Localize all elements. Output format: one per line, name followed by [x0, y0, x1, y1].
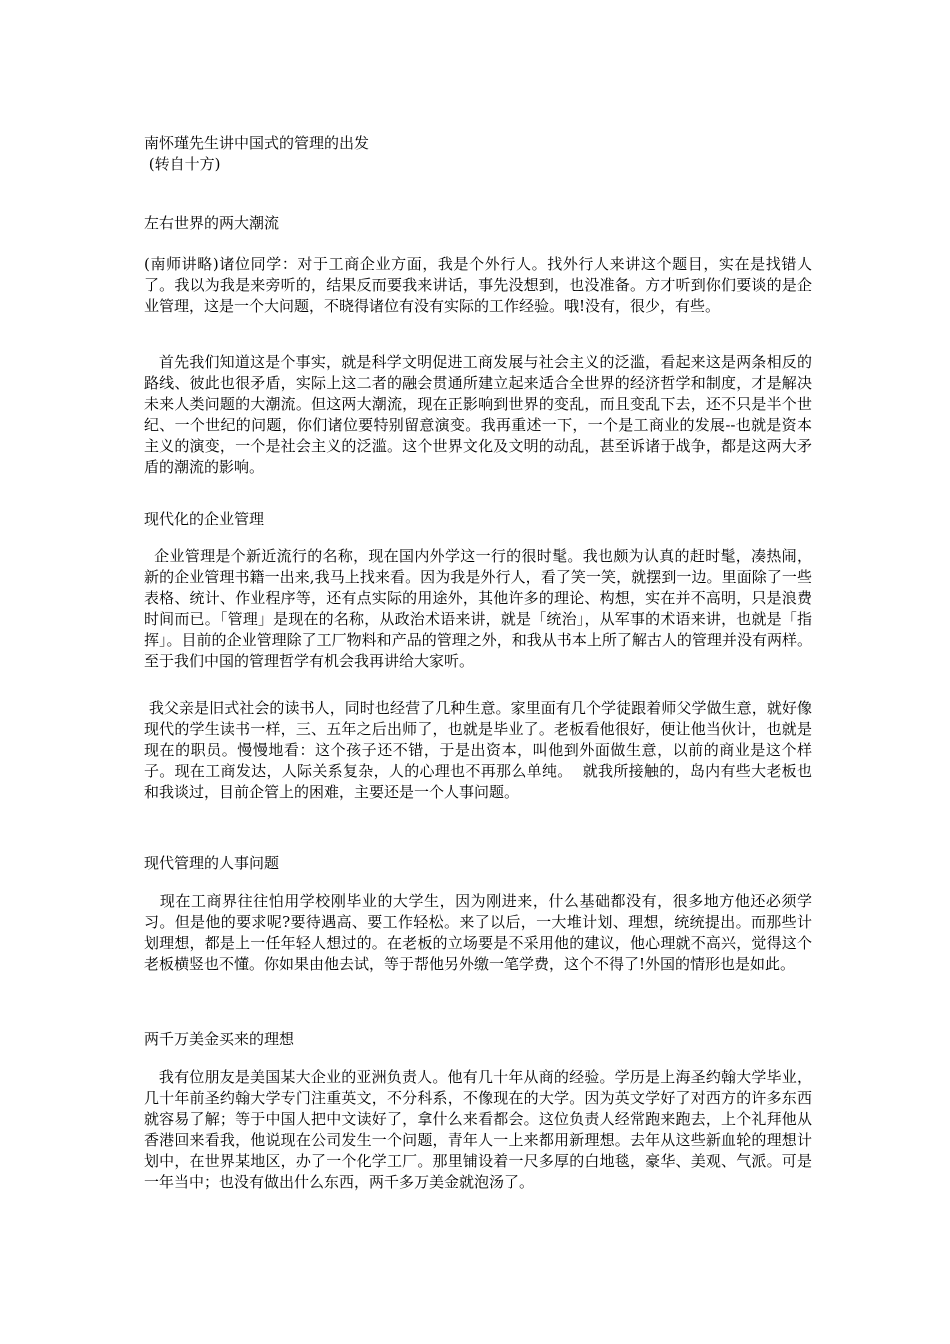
document-title-block: [144, 133, 812, 175]
paragraph: 首先我们知道这是个事实，就是科学文明促进工商发展与社会主义的泛滥，看起来这是两条相反的路线、彼此也很矛盾，实际上这二者的融会贯通所建立起来适合全世界的经济哲学和制度，才是解决未来人类问题的大潮流。但这两大潮流，现在正影响到世界的变乱，而且变乱下去，还不只是半个世纪、一个世纪的问题，你们诸位要特别留意演变。我再重述一下，一个是工商业的发展--也就是资本主义的演变，一个是社会主义的泛滥。这个世界文化及文明的动乱，甚至诉诸于战争，都是这两大矛盾的潮流的影响。: [144, 353, 812, 476]
paragraph: 我父亲是旧式社会的读书人，同时也经营了几种生意。家里面有几个学徒跟着师父学做生意，就好像现代的学生读书一样，三、五年之后出师了，也就是毕业了。老板看他很好，便让他当伙计，也就是现在的职员。慢慢地看：这个孩子还不错，于是出资本，叫他到外面做生意，以前的商业是这个样子。现在工商发达，人际关系复杂，人的心理也不再那么单纯。 就我所接触的，岛内有些大老板也和我谈过，目前企管上的困难，主要还是一个人事问题。: [144, 699, 812, 801]
paragraph: (南师讲略)诸位同学：对于工商企业方面，我是个外行人。找外行人来讲这个题目，实在是找错人了。我以为我是来旁听的，结果反而要我来讲话，事先没想到，也没准备。方才听到你们要谈的是企业管理，这是一个大问题，不晓得诸位有没有实际的工作经验。哦!没有，很少，有些。: [144, 255, 812, 315]
paragraph: 我有位朋友是美国某大企业的亚洲负责人。他有几十年从商的经验。学历是上海圣约翰大学毕业，几十年前圣约翰大学专门注重英文，不分科系，不像现在的大学。因为英文学好了对西方的许多东西就容易了解；等于中国人把中文读好了，拿什么来看都会。这位负责人经常跑来跑去，上个礼拜他从香港回来看我，他说现在公司发生一个问题，青年人一上来都用新理想。去年从这些新血轮的理想计划中，在世界某地区，办了一个化学工厂。那里铺设着一尺多厚的白地毯，豪华、美观、气派。可是一年当中；也没有做出什么东西，两千多万美金就泡汤了。: [144, 1068, 812, 1191]
section-heading: 两千万美金买来的理想: [144, 1030, 295, 1048]
section-heading: 现代管理的人事问题: [144, 854, 280, 872]
paragraph: 企业管理是个新近流行的名称，现在国内外学这一行的很时髦。我也颇为认真的赶时髦，凑热闹，新的企业管理书籍一出来,我马上找来看。因为我是外行人，看了笑一笑，就摆到一边。里面除了一些表格、统计、作业程序等，还有点实际的用途外，其他许多的理论、构想，实在并不高明，只是浪费时间而已。「管理」是现在的名称，从政治术语来讲，就是「统治」，从军事的术语来讲，也就是「指挥」。目前的企业管理除了工厂物料和产品的管理之外，和我从书本上所了解古人的管理并没有两样。至于我们中国的管理哲学有机会我再讲给大家听。: [144, 547, 812, 670]
document-title: 南怀瑾先生讲中国式的管理的出发: [144, 134, 370, 152]
paragraph: 现在工商界往往怕用学校刚毕业的大学生，因为刚进来，什么基础都没有，很多地方他还必须学习。但是他的要求呢?要待遇高、要工作轻松。来了以后，一大堆计划、理想，统统提出。而那些计划理想，都是上一任年轻人想过的。在老板的立场要是不采用他的建议，他心理就不高兴，觉得这个老板横竖也不懂。你如果由他去试，等于帮他另外缴一笔学费，这个不得了!外国的情形也是如此。: [144, 892, 812, 973]
section-heading: 左右世界的两大潮流: [144, 214, 280, 232]
source-note: (转自十方): [144, 155, 221, 173]
section-heading: 现代化的企业管理: [144, 510, 265, 528]
